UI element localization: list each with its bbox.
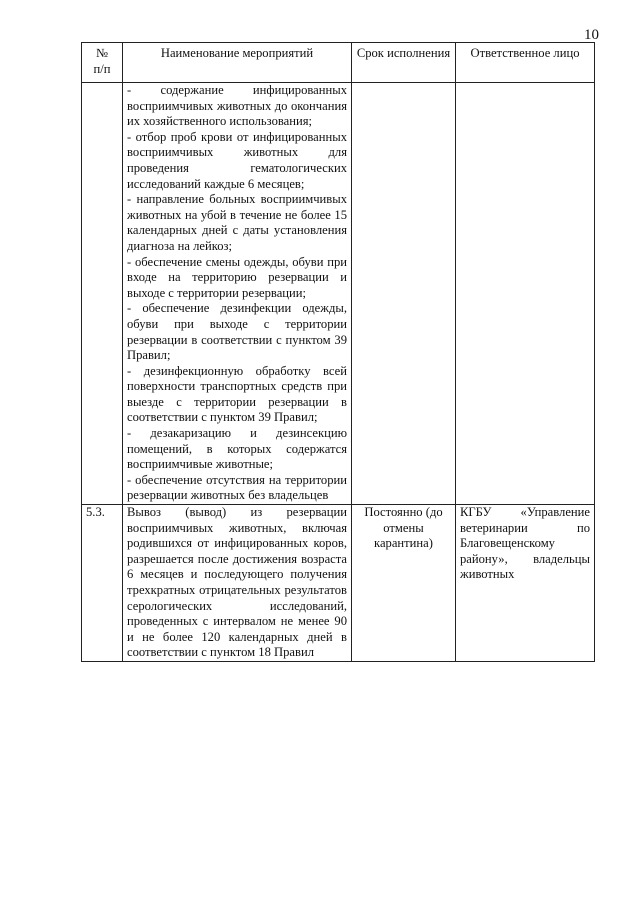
list-item: - дезинфекционную обработку всей поверхности транспортных средств при выезде с территории резервации в соответствии с пунктом 39 Правил; — [127, 363, 347, 425]
row-num-cell — [82, 83, 123, 505]
header-term: Срок исполнения — [352, 43, 456, 83]
table-row — [82, 83, 595, 505]
header-responsible: Ответственное лицо — [456, 43, 595, 83]
row-term-cell — [352, 83, 456, 505]
table-header-row — [82, 43, 595, 83]
measures-table — [81, 42, 595, 662]
row-name-cell — [123, 505, 352, 662]
header-num: № п/п — [82, 43, 123, 83]
table-row — [82, 505, 595, 662]
list-item: - направление больных восприимчивых животных на убой в течение не более 15 календарных дней с даты установления диагноза на лейкоз; — [127, 192, 347, 253]
measure-text: Вывоз (вывод) из резервации восприимчивых животных, включая родившихся от инфицированных коров, разрешается после достижения возраста 6 месяцев и последующего получения трехкратных отрицательных результатов серологических исследований, проведенных с интервалом не менее 90 и не более 120 календарных дней в соответствии с пунктом 18 Правил — [127, 505, 347, 660]
list-item: - отбор проб крови от инфицированных восприимчивых животных для проведения гематологических исследований каждые 6 месяцев; — [127, 129, 347, 191]
row-term-cell — [352, 505, 456, 662]
list-item: - содержание инфицированных восприимчивых животных до окончания их хозяйственного использования; — [127, 83, 347, 129]
list-item: - дезакаризацию и дезинсекцию помещений, в которых содержатся восприимчивые животные; — [127, 426, 347, 472]
row-num-cell: 5.3. — [82, 505, 123, 662]
row-name-cell — [123, 83, 352, 505]
list-item: - обеспечение отсутствия на территории резервации животных без владельцев — [127, 472, 347, 503]
list-item: - обеспечение дезинфекции одежды, обуви при выходе с территории резервации в соответствии с пунктом 39 Правил; — [127, 301, 347, 363]
header-name: Наименование мероприятий — [123, 43, 352, 83]
list-item: - обеспечение смены одежды, обуви при входе на территорию резервации и выходе с территории резервации; — [127, 254, 347, 300]
page-number: 10 — [584, 27, 599, 43]
term-text: Постоянно (до отмены карантина) — [364, 505, 443, 551]
row-responsible-cell — [456, 505, 595, 662]
responsible-text: КГБУ «Управление ветеринарии по Благовещенскому району», владельцы животных — [460, 505, 590, 582]
row-responsible-cell — [456, 83, 595, 505]
